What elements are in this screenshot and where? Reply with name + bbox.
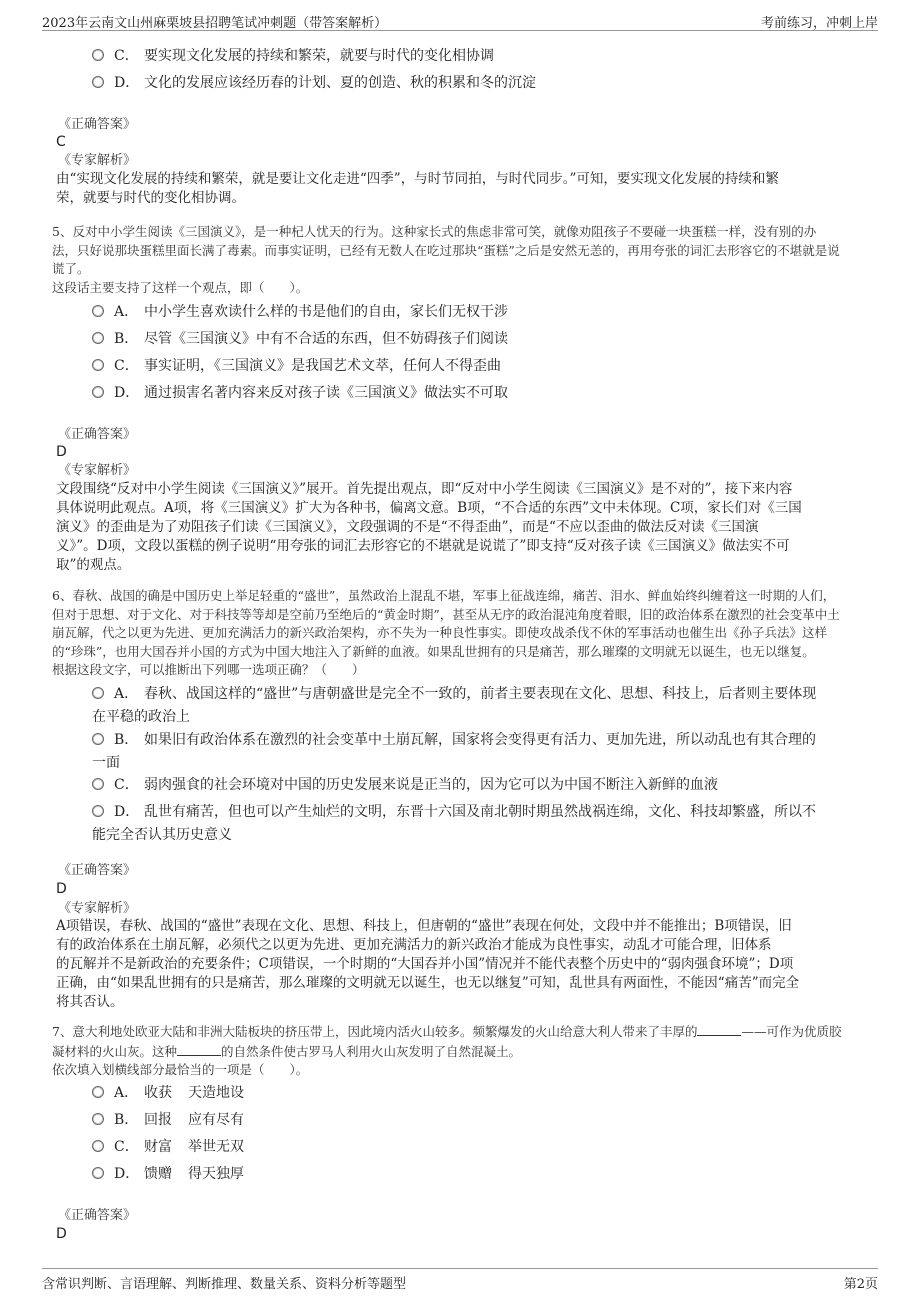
- fill-blank-1: [697, 1022, 741, 1036]
- expert-analysis-label: 《专家解析》: [58, 901, 137, 916]
- radio-icon[interactable]: [92, 1086, 104, 1098]
- q4-answer: C: [56, 134, 66, 150]
- q7-option-b[interactable]: B． 回报 应有尽有: [92, 1109, 872, 1132]
- radio-icon[interactable]: [92, 49, 104, 61]
- q7-answer: D: [56, 1226, 67, 1242]
- q6-option-c[interactable]: C． 弱肉强食的社会环境对中国的历史发展来说是正当的，因为它可以为中国不断注入新鲜的血液: [92, 774, 872, 797]
- q6-option-d[interactable]: D． 乱世有痛苦，但也可以产生灿烂的文明，东晋十六国及南北朝时期虽然战祸连绵，文化、科技却繁盛，所以不 能完全否认其历史意义: [92, 804, 816, 843]
- expert-analysis-label: 《专家解析》: [58, 153, 137, 168]
- page-number: 第2页: [843, 1277, 878, 1292]
- radio-icon[interactable]: [92, 733, 104, 745]
- header-title: 2023年云南文山州麻栗坡县招聘笔试冲刺题（带答案解析）: [42, 16, 388, 31]
- q6-option-b[interactable]: B． 如果旧有政治体系在激烈的社会变革中土崩瓦解，国家将会变得更有活力、更加先进，所以动乱也有其合理的 一面: [92, 732, 816, 771]
- q7-option-a[interactable]: A． 收获 天造地设: [92, 1082, 872, 1105]
- radio-icon[interactable]: [92, 1113, 104, 1125]
- correct-answer-label: 《正确答案》: [58, 1208, 137, 1223]
- page-footer: [42, 1268, 878, 1293]
- correct-answer-label: 《正确答案》: [58, 427, 137, 442]
- radio-icon[interactable]: [92, 805, 104, 817]
- correct-answer-label: 《正确答案》: [58, 863, 137, 878]
- q5-option-a[interactable]: A． 中小学生喜欢读什么样的书是他们的自由，家长们无权干涉: [92, 301, 872, 324]
- q7-stem: 7、意大利地处欧亚大陆和非洲大陆板块的挤压带上，因此境内活火山较多。频繁爆发的火山给意大利人带来了丰厚的 ——可作为优质胶 凝材料的火山灰。这种 的自然条件使古罗马人利用火山灰发明了自然混凝土。 依次填入划横线部分最恰当的一项是（ ）。: [52, 1024, 842, 1077]
- q4-option-d[interactable]: D． 文化的发展应该经历春的计划、夏的创造、秋的积累和冬的沉淀: [92, 72, 872, 95]
- fill-blank-2: [177, 1042, 221, 1056]
- q5-analysis: 文段围绕“反对中小学生阅读《三国演义》”展开。首先提出观点，即“反对中小学生阅读《三国演义》是不对的”，接下来内容 具体说明此观点。A项，将《三国演义》扩大为各种书，偏离文意。B项，“不合适的东西”文中未体现。C项，家长们对《三国 演义》的歪曲是为了劝阻孩子们读《三国演义》，文段强调的不是“不得歪曲”，而是“不应以歪曲的做法反对读《三国演 义》”。D项，文段以蛋糕的例子说明“用夸张的词汇去形容它的不堪就是说谎了”即支持“反对孩子读《三国演义》做法实不可 取”的观点。: [56, 481, 802, 573]
- q4-option-c[interactable]: C． 要实现文化发展的持续和繁荣，就要与时代的变化相协调: [92, 45, 872, 68]
- expert-analysis-label: 《专家解析》: [58, 463, 137, 478]
- header-slogan: 考前练习，冲刺上岸: [760, 16, 878, 31]
- radio-icon[interactable]: [92, 359, 104, 371]
- page-header: [42, 8, 878, 31]
- q4-analysis: 由“实现文化发展的持续和繁荣，就是要让文化走进“四季”，与时节同拍，与时代同步。”可知，要实现文化发展的持续和繁 荣，就要与时代的变化相协调。: [56, 171, 779, 206]
- correct-answer-label: 《正确答案》: [58, 117, 137, 132]
- q7-option-c[interactable]: C． 财富 举世无双: [92, 1136, 872, 1159]
- q6-analysis: A项错误，春秋、战国的“盛世”表现在文化、思想、科技上，但唐朝的“盛世”表现在何处，文段中并不能推出；B项错误，旧 有的政治体系在土崩瓦解，必须代之以更为先进、更加充满活力的新兴政治才能成为良性事实，动乱才可能合理，旧体系 的瓦解并不是新政治的充要条件；C项错误，一个时期的“大国吞并小国”情况并不能代表整个历史中的“弱肉强食环境”；D项 正确，由“如果乱世拥有的只是痛苦，那么璀璨的文明就无以诞生，也无以继复”可知，乱世具有两面性，不能因“痛苦”而完全 将其否认。: [56, 918, 800, 1010]
- q6-option-a[interactable]: A． 春秋、战国这样的“盛世”与唐朝盛世是完全不一致的，前者主要表现在文化、思想、科技上，后者则主要体现 在平稳的政治上: [92, 686, 817, 725]
- q7-option-d[interactable]: D． 馈赠 得天独厚: [92, 1163, 872, 1186]
- radio-icon[interactable]: [92, 76, 104, 88]
- q5-stem: 5、反对中小学生阅读《三国演义》，是一种杞人忧天的行为。这种家长式的焦虑非常可笑，就像劝阻孩子不要碰一块蛋糕一样，没有别的办 法，只好说那块蛋糕里面长满了毒素。而事实证明，已经有无数人在吃过那块“蛋糕”之后是安然无恙的，再用夸张的词汇去形容它的不堪就是说 谎了。 这段话主要支持了这样一个观点，即（ ）。: [52, 224, 840, 295]
- q5-option-b[interactable]: B． 尽管《三国演义》中有不合适的东西，但不妨碍孩子们阅读: [92, 328, 872, 351]
- q5-option-d[interactable]: D． 通过损害名著内容来反对孩子读《三国演义》做法实不可取: [92, 382, 872, 405]
- q6-stem: 6、春秋、战国的确是中国历史上举足轻重的“盛世”，虽然政治上混乱不堪，军事上征战连绵，痛苦、泪水、鲜血始终纠缠着这一时期的人们， 但对于思想、对于文化、对于科技等等却是空前乃至绝后的“黄金时期”，甚至从无序的政治混沌角度着眼，旧的政治体系在激烈的社会变革中土 崩瓦解，代之以更为先进、更加充满活力的新兴政治架构，亦不失为一种良性事实。即使攻战杀伐不休的军事活动也催生出《孙子兵法》这样 的“珍珠”，也用大国吞并小国的方式为中国大地注入了新鲜的血液。如果乱世拥有的只是痛苦，那么璀璨的文明就无以诞生，也无以继复。 根据这段文字，可以推断出下列哪一选项正确？（ ）: [52, 588, 840, 677]
- radio-icon[interactable]: [92, 1167, 104, 1179]
- radio-icon[interactable]: [92, 386, 104, 398]
- q6-answer: D: [56, 881, 67, 897]
- footer-note: 含常识判断、言语理解、判断推理、数量关系、资料分析等题型: [42, 1277, 407, 1292]
- radio-icon[interactable]: [92, 687, 104, 699]
- radio-icon[interactable]: [92, 1140, 104, 1152]
- q5-option-c[interactable]: C． 事实证明，《三国演义》是我国艺术文萃，任何人不得歪曲: [92, 355, 872, 378]
- radio-icon[interactable]: [92, 305, 104, 317]
- radio-icon[interactable]: [92, 778, 104, 790]
- q5-answer: D: [56, 444, 67, 460]
- radio-icon[interactable]: [92, 332, 104, 344]
